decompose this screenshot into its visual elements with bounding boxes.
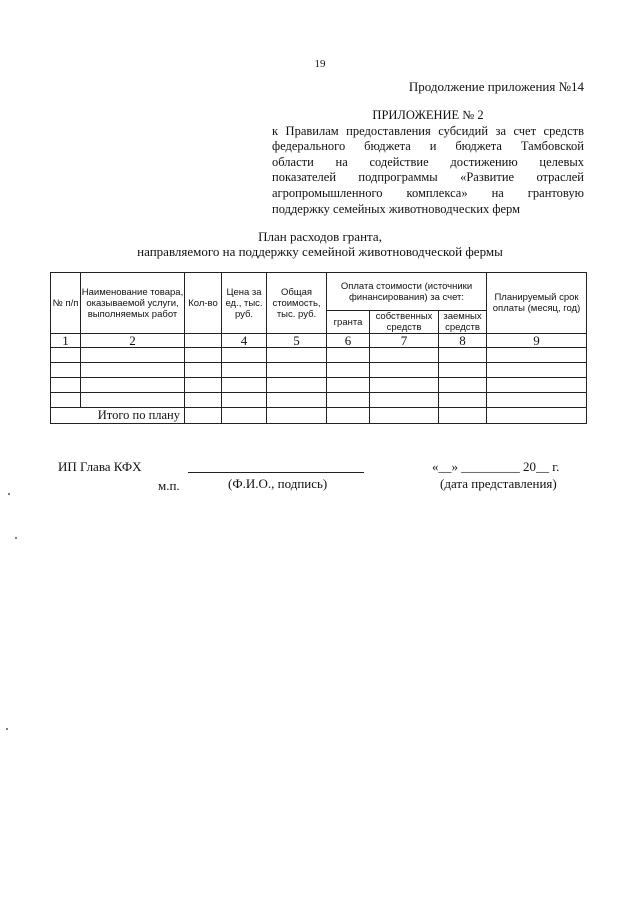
column-number: 1: [51, 334, 81, 348]
column-number: 2: [81, 334, 185, 348]
appendix-line: показателей подпрограммы «Развитие отраслей: [272, 170, 584, 185]
header-payment-sources: Оплата стоимости (источники финансирования) за счет:: [327, 273, 487, 311]
plan-title: План расходов гранта,: [258, 229, 382, 244]
header-own-funds: собственных средств: [370, 311, 439, 334]
table-row: [51, 393, 587, 408]
appendix-header: [272, 108, 584, 217]
appendix-line: агропромышленного комплекса» на грантовую: [272, 185, 584, 200]
column-number: 6: [327, 334, 370, 348]
header-payment-term: Планируемый срок оплаты (месяц, год): [487, 273, 587, 334]
plan-subtitle: направляемого на поддержку семейной животноводческой фермы: [137, 244, 503, 259]
signatory-role: ИП Глава КФХ: [58, 459, 142, 474]
appendix-line: федерального бюджета и бюджета Тамбовской: [272, 139, 584, 154]
column-number-row: [51, 334, 587, 348]
table-row: [51, 363, 587, 378]
header-qty: Кол-во: [185, 273, 222, 334]
page-number: 19: [314, 58, 326, 70]
header-loan-funds: заемных средств: [439, 311, 487, 334]
continuation-note: Продолжение приложения №14: [408, 79, 584, 94]
column-number: 9: [487, 334, 587, 348]
stamp-place: м.п.: [158, 478, 180, 493]
date-caption: (дата представления): [440, 476, 557, 491]
appendix-heading: ПРИЛОЖЕНИЕ № 2: [372, 108, 484, 122]
date-field: «__» _________ 20__ г.: [432, 459, 560, 474]
appendix-line: области на содействие достижению целевых: [272, 154, 584, 169]
column-number: 4: [222, 334, 267, 348]
header-total-cost: Общая стоимость, тыс. руб.: [267, 273, 327, 334]
scan-artifact: [8, 493, 10, 495]
table-row: [51, 378, 587, 393]
expense-plan-table: [50, 272, 587, 424]
name-signature-caption: (Ф.И.О., подпись): [228, 476, 328, 491]
scan-artifact: [15, 537, 17, 539]
header-name: Наименование товара, оказываемой услуги, выполняемых работ: [81, 273, 185, 334]
column-number: [185, 334, 222, 348]
scan-artifact: [6, 728, 8, 730]
appendix-line: к Правилам предоставления субсидий за счет средств: [272, 123, 584, 138]
header-grant: гранта: [327, 311, 370, 334]
signature-line: [188, 472, 364, 473]
table-row: [51, 348, 587, 363]
appendix-line: поддержку семейных животноводческих ферм: [272, 201, 521, 216]
header-num: № п/п: [51, 273, 81, 334]
total-row: [51, 408, 587, 424]
header-price: Цена за ед., тыс. руб.: [222, 273, 267, 334]
total-label: Итого по плану: [51, 408, 185, 424]
column-number: 8: [439, 334, 487, 348]
column-number: 7: [370, 334, 439, 348]
column-number: 5: [267, 334, 327, 348]
